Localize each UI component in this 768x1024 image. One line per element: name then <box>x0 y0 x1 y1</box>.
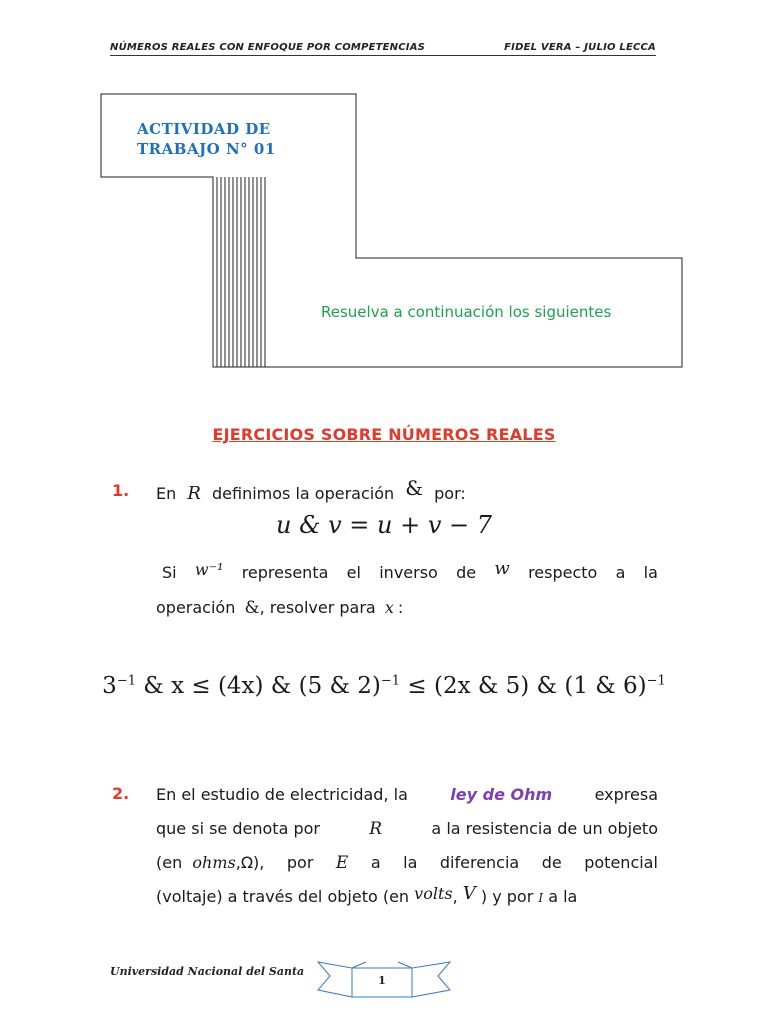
text: a <box>370 853 381 872</box>
math-E: E <box>335 853 349 873</box>
text: expresa <box>594 785 658 804</box>
section-title: EJERCICIOS SOBRE NÚMEROS REALES <box>212 425 556 444</box>
text: inverso <box>379 563 438 582</box>
text: potencial <box>584 853 658 872</box>
activity-title-line2: TRABAJO N° 01 <box>137 140 276 158</box>
text: diferencia <box>439 853 520 872</box>
text: de <box>541 853 562 872</box>
ineq-exponent: −1 <box>646 673 666 689</box>
math-I: I <box>538 891 544 905</box>
activity-subtitle: Resuelva a continuación los siguientes <box>321 303 612 321</box>
footer-institution: Universidad Nacional del Santa <box>110 965 305 978</box>
ineq-exponent: −1 <box>380 673 401 689</box>
ineq-part: 3 <box>102 673 117 699</box>
ineq-exponent: −1 <box>116 673 136 689</box>
text: a la resistencia de un objeto <box>431 819 658 838</box>
text: , <box>452 887 458 906</box>
text: En <box>156 484 177 503</box>
header-right: FIDEL VERA – JULIO LECCA <box>504 42 656 53</box>
text: por <box>286 853 314 872</box>
text: Si <box>162 563 177 582</box>
text: a la <box>548 887 578 906</box>
ineq-part: & x ≤ (4x) & (5 & 2) <box>135 673 381 699</box>
ineq-part: ≤ (2x & 5) & (1 & 6) <box>400 673 647 699</box>
page-number: 1 <box>378 974 386 987</box>
text: (en <box>156 853 183 872</box>
exercise-2-number: 2. <box>112 784 130 803</box>
math-V: V <box>462 883 476 904</box>
text: En el estudio de electricidad, la <box>156 785 408 804</box>
header-left: NÚMEROS REALES CON ENFOQUE POR COMPETENCIAS <box>110 42 426 53</box>
math-ohms: ohms <box>192 853 236 872</box>
math-volts: volts <box>414 884 453 903</box>
text: definimos la operación <box>212 484 395 503</box>
text: por: <box>434 484 466 503</box>
operation-definition: u & v = u + v − 7 <box>275 511 493 539</box>
math-w-inverse: w⁻¹ <box>194 560 224 579</box>
text: a <box>615 563 626 582</box>
text: operación <box>156 598 236 617</box>
text: ) y por <box>480 887 534 906</box>
text: de <box>456 563 477 582</box>
text: : <box>397 598 404 617</box>
activity-title-line1: ACTIVIDAD DE <box>137 120 271 138</box>
math-x: x <box>384 598 394 617</box>
ampersand-operator: & <box>244 598 260 618</box>
ohm-law-term: ley de Ohm <box>450 785 553 804</box>
text: la <box>403 853 418 872</box>
text: respecto <box>528 563 598 582</box>
text: el <box>346 563 361 582</box>
math-R: R <box>187 483 201 504</box>
ampersand-operator: & <box>405 476 424 500</box>
exercise-1-number: 1. <box>112 481 130 500</box>
text: la <box>643 563 658 582</box>
text: que si se denota por <box>156 819 320 838</box>
text: representa <box>241 563 329 582</box>
text: , resolver para <box>259 598 376 617</box>
math-R: R <box>369 819 383 839</box>
math-w: w <box>494 558 510 579</box>
text: (voltaje) a través del objeto (en <box>156 887 410 906</box>
text: ,Ω), <box>235 853 265 872</box>
